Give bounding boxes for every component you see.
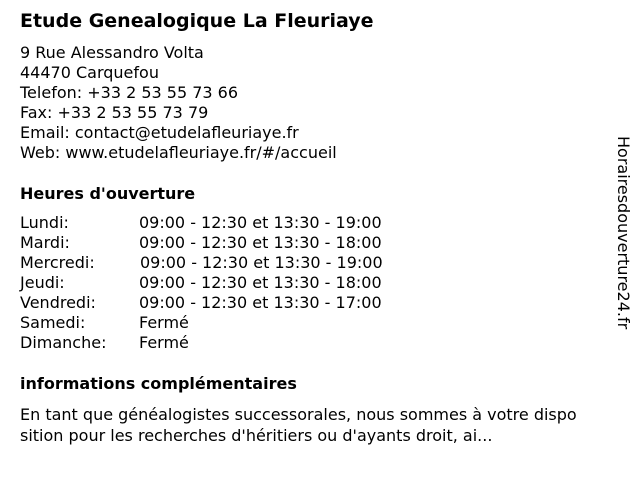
day-hours: 09:00 - 12:30 et 13:30 - 17:00 bbox=[139, 293, 382, 312]
site-watermark: Horairesdouverture24.fr bbox=[614, 136, 633, 330]
day-hours: 09:00 - 12:30 et 13:30 - 18:00 bbox=[139, 273, 382, 292]
day-hours: Fermé bbox=[139, 333, 189, 352]
address-line-2: 44470 Carquefou bbox=[20, 63, 159, 82]
address-line-1: 9 Rue Alessandro Volta bbox=[20, 43, 204, 62]
day-label: Dimanche: bbox=[20, 333, 107, 352]
business-name: Etude Genealogique La Fleuriaye bbox=[20, 10, 374, 32]
contact-block bbox=[20, 43, 337, 163]
fax-number: Fax: +33 2 53 55 73 79 bbox=[20, 103, 209, 122]
info-text-line-1: En tant que généalogistes successorales, nous sommes à votre dispo bbox=[20, 405, 577, 424]
day-label: Mardi: bbox=[20, 233, 70, 252]
info-text-line-2: sition pour les recherches d'héritiers ou d'ayants droit, ai... bbox=[20, 426, 493, 445]
phone-number: Telefon: +33 2 53 55 73 66 bbox=[20, 83, 239, 102]
day-hours: 09:00 - 12:30 et 13:30 - 19:00 bbox=[139, 213, 382, 232]
day-hours: 09:00 - 12:30 et 13:30 - 18:00 bbox=[139, 233, 382, 252]
day-label: Vendredi: bbox=[20, 293, 96, 312]
day-label: Lundi: bbox=[20, 213, 69, 232]
day-hours: 09:00 - 12:30 et 13:30 - 19:00 bbox=[140, 253, 383, 272]
info-description bbox=[20, 404, 625, 446]
website-address: Web: www.etudelafleuriaye.fr/#/accueil bbox=[20, 143, 337, 162]
email-address: Email: contact@etudelafleuriaye.fr bbox=[20, 123, 299, 142]
day-label: Jeudi: bbox=[20, 273, 65, 292]
day-label: Samedi: bbox=[20, 313, 86, 332]
info-heading: informations complémentaires bbox=[20, 374, 297, 393]
hours-heading: Heures d'ouverture bbox=[20, 184, 196, 203]
day-label: Mercredi: bbox=[20, 253, 95, 272]
day-hours: Fermé bbox=[139, 313, 189, 332]
